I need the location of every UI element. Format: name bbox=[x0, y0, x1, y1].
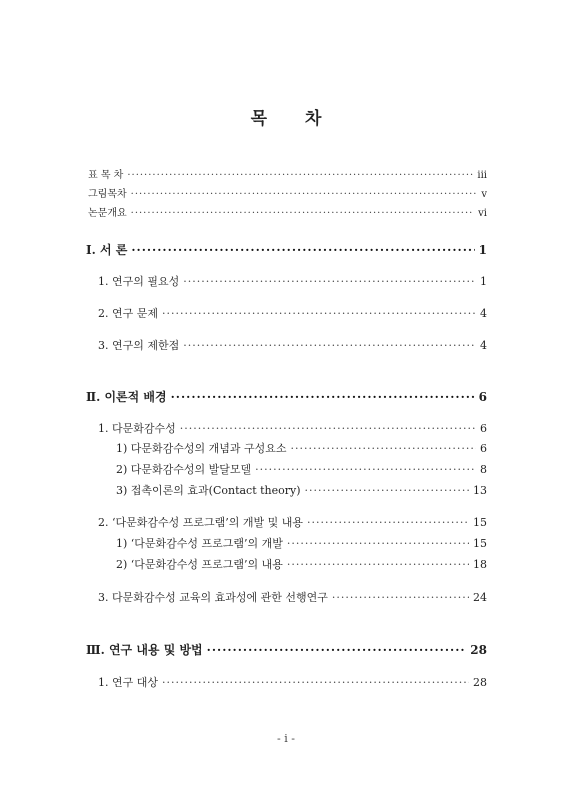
toc-entry-label: 논문개요 bbox=[88, 208, 127, 219]
toc-entry-page: 15 bbox=[473, 537, 487, 550]
toc-entry-label: 2. 연구 문제 bbox=[98, 307, 158, 320]
toc-entry-label: 2) ‘다문화감수성 프로그램’의 내용 bbox=[116, 558, 283, 571]
toc-entry-page: 6 bbox=[480, 422, 487, 435]
leader-dots bbox=[183, 339, 476, 352]
leader-dots bbox=[287, 537, 469, 550]
leader-dots bbox=[162, 307, 476, 320]
leader-dots bbox=[207, 643, 467, 657]
toc-entry-1-3[interactable] bbox=[98, 337, 487, 353]
toc-entry-label: 1. 연구의 필요성 bbox=[98, 275, 180, 288]
leader-dots bbox=[287, 558, 469, 571]
toc-entry-label: 1. 연구 대상 bbox=[98, 676, 158, 689]
leader-dots bbox=[183, 275, 476, 288]
leader-dots bbox=[131, 243, 474, 257]
leader-dots bbox=[291, 442, 476, 455]
toc-entry-page: 13 bbox=[473, 484, 487, 497]
toc-entry-label: 3. 연구의 제한점 bbox=[98, 339, 180, 352]
toc-chapter-3[interactable] bbox=[86, 641, 487, 658]
toc-entry-2-2-2[interactable] bbox=[116, 556, 487, 572]
toc-entry-2-3[interactable] bbox=[98, 589, 487, 605]
toc-entry-2-2[interactable] bbox=[98, 514, 487, 530]
toc-entry-page: 6 bbox=[480, 442, 487, 455]
leader-dots bbox=[332, 591, 469, 604]
toc-entry-page: 4 bbox=[480, 307, 487, 320]
toc-entry-label: 1) 다문화감수성의 개념과 구성요소 bbox=[116, 442, 287, 455]
leader-dots bbox=[255, 463, 476, 476]
toc-entry-2-1-1[interactable] bbox=[116, 440, 487, 456]
toc-entry-page: 24 bbox=[473, 591, 487, 604]
toc-chapter-2[interactable] bbox=[86, 388, 487, 405]
toc-entry-2-1[interactable] bbox=[98, 420, 487, 436]
leader-dots bbox=[131, 189, 478, 200]
toc-chapter-page: 28 bbox=[470, 643, 487, 657]
toc-entry-page: v bbox=[481, 189, 487, 200]
toc-entry-page: vi bbox=[478, 208, 487, 219]
toc-entry-label: 1) ‘다문화감수성 프로그램’의 개발 bbox=[116, 537, 283, 550]
toc-entry-label: 표 목 차 bbox=[88, 170, 124, 181]
toc-entry-2-2-1[interactable] bbox=[116, 535, 487, 551]
toc-title: 목 차 bbox=[250, 109, 338, 129]
toc-entry-page: 18 bbox=[473, 558, 487, 571]
leader-dots bbox=[305, 484, 469, 497]
toc-chapter-label: Ⅰ. 서 론 bbox=[86, 243, 128, 257]
toc-entry-abstract[interactable] bbox=[88, 204, 487, 219]
toc-entry-label: 그림목차 bbox=[88, 189, 127, 200]
leader-dots bbox=[127, 170, 473, 181]
toc-chapter-label: Ⅱ. 이론적 배경 bbox=[86, 390, 167, 404]
toc-entry-3-1[interactable] bbox=[98, 674, 487, 690]
toc-entry-label: 2) 다문화감수성의 발달모델 bbox=[116, 463, 252, 476]
toc-entry-page: 15 bbox=[473, 516, 487, 529]
toc-chapter-page: 1 bbox=[478, 243, 487, 257]
toc-entry-figure-list[interactable] bbox=[88, 185, 487, 200]
page-number-footer: - i - bbox=[277, 732, 295, 745]
leader-dots bbox=[307, 516, 469, 529]
toc-entry-label: 3. 다문화감수성 교육의 효과성에 관한 선행연구 bbox=[98, 591, 328, 604]
toc-chapter-1[interactable] bbox=[86, 241, 487, 258]
toc-entry-2-1-3[interactable] bbox=[116, 482, 487, 498]
leader-dots bbox=[162, 676, 469, 689]
toc-entry-table-list[interactable] bbox=[88, 166, 487, 181]
toc-entry-page: 1 bbox=[480, 275, 487, 288]
leader-dots bbox=[180, 422, 476, 435]
toc-entry-1-1[interactable] bbox=[98, 273, 487, 289]
toc-entry-label: 1. 다문화감수성 bbox=[98, 422, 176, 435]
toc-entry-page: 4 bbox=[480, 339, 487, 352]
toc-entry-2-1-2[interactable] bbox=[116, 461, 487, 477]
toc-entry-1-2[interactable] bbox=[98, 305, 487, 321]
toc-chapter-label: Ⅲ. 연구 내용 및 방법 bbox=[86, 643, 203, 657]
toc-entry-label: 2. ‘다문화감수성 프로그램’의 개발 및 내용 bbox=[98, 516, 303, 529]
leader-dots bbox=[171, 390, 475, 404]
toc-entry-page: iii bbox=[477, 170, 487, 181]
toc-chapter-page: 6 bbox=[478, 390, 487, 404]
toc-entry-label: 3) 접촉이론의 효과(Contact theory) bbox=[116, 484, 301, 497]
leader-dots bbox=[131, 208, 475, 219]
toc-entry-page: 28 bbox=[473, 676, 487, 689]
toc-entry-page: 8 bbox=[480, 463, 487, 476]
